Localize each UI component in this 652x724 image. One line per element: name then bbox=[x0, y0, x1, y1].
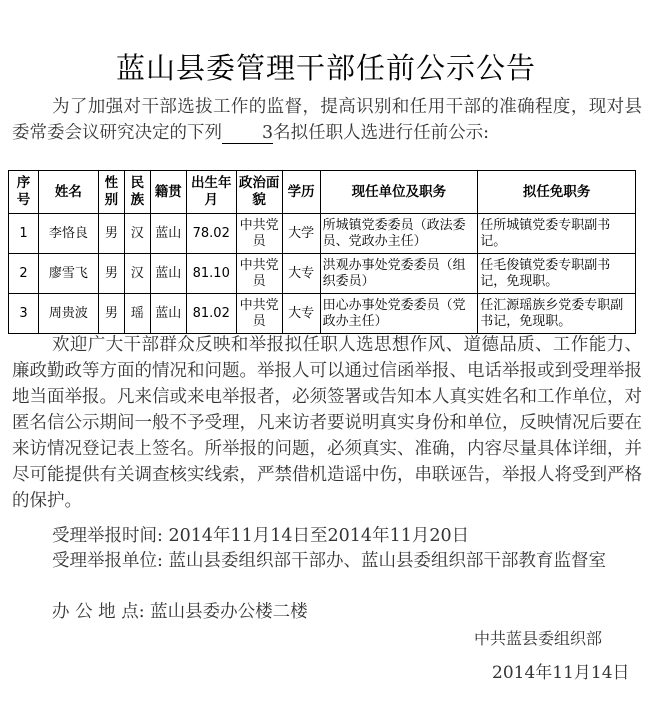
cell-name: 周贵波 bbox=[38, 294, 98, 334]
cell-native-place: 蓝山 bbox=[150, 214, 186, 254]
office-address: 办 公 地 点: 蓝山县委办公楼二楼 bbox=[52, 602, 308, 622]
header-name: 姓名 bbox=[38, 171, 98, 214]
header-index: 序号 bbox=[9, 171, 39, 214]
report-unit: 受理举报单位: 蓝山县委组织部干部办、蓝山县委组织部干部教育监督室 bbox=[52, 551, 606, 571]
cell-birth-date: 81.02 bbox=[186, 294, 236, 334]
header-education: 学历 bbox=[282, 171, 320, 214]
issue-date: 2014年11月14日 bbox=[492, 663, 630, 683]
cell-political-status: 中共党员 bbox=[236, 254, 282, 294]
table-row bbox=[9, 214, 636, 254]
issuer: 中共蓝县委组织部 bbox=[474, 629, 603, 648]
header-gender: 性别 bbox=[98, 171, 124, 214]
intro-paragraph bbox=[12, 94, 642, 146]
cell-current-position: 所城镇党委委员（政法委员、党政办主任） bbox=[320, 214, 478, 254]
cell-native-place: 蓝山 bbox=[150, 254, 186, 294]
cell-gender: 男 bbox=[98, 254, 124, 294]
cell-proposed-position: 任所城镇党委专职副书记。 bbox=[478, 214, 636, 254]
intro-text-after: 名拟任职人选进行任前公示: bbox=[273, 123, 490, 143]
cell-gender: 男 bbox=[98, 294, 124, 334]
table-row bbox=[9, 254, 636, 294]
cell-name: 廖雪飞 bbox=[38, 254, 98, 294]
cell-ethnicity: 瑶 bbox=[124, 294, 150, 334]
header-current-position: 现任单位及职务 bbox=[320, 171, 478, 214]
cell-education: 大学 bbox=[282, 214, 320, 254]
cell-ethnicity: 汉 bbox=[124, 254, 150, 294]
cell-education: 大专 bbox=[282, 254, 320, 294]
cell-ethnicity: 汉 bbox=[124, 214, 150, 254]
cell-proposed-position: 任毛俊镇党委专职副书记，免现职。 bbox=[478, 254, 636, 294]
cell-political-status: 中共党员 bbox=[236, 214, 282, 254]
cell-education: 大专 bbox=[282, 294, 320, 334]
cell-political-status: 中共党员 bbox=[236, 294, 282, 334]
header-birth-date: 出生年月 bbox=[186, 171, 236, 214]
header-proposed-position: 拟任免职务 bbox=[478, 171, 636, 214]
cell-index: 2 bbox=[9, 254, 39, 294]
cell-proposed-position: 任汇源瑶族乡党委专职副书记，免现职。 bbox=[478, 294, 636, 334]
cell-native-place: 蓝山 bbox=[150, 294, 186, 334]
table-header-row bbox=[9, 171, 636, 214]
cell-name: 李恪良 bbox=[38, 214, 98, 254]
page-title: 蓝山县委管理干部任前公示公告 bbox=[115, 51, 536, 85]
cell-current-position: 洪观办事处党委委员（组织委员） bbox=[320, 254, 478, 294]
cell-birth-date: 81.10 bbox=[186, 254, 236, 294]
intro-text-before: 为了加强对干部选拔工作的监督，提高识别和任用干部的准确程度，现对县委常委会议研究决定的下列 bbox=[12, 97, 642, 143]
cell-index: 1 bbox=[9, 214, 39, 254]
candidate-count: 3 bbox=[222, 123, 273, 144]
table-row bbox=[9, 294, 636, 334]
cell-current-position: 田心办事处党委委员（党政办主任） bbox=[320, 294, 478, 334]
cell-gender: 男 bbox=[98, 214, 124, 254]
header-ethnicity: 民族 bbox=[124, 171, 150, 214]
candidates-table bbox=[8, 170, 636, 334]
reporting-paragraph: 欢迎广大干部群众反映和举报拟任职人选思想作风、道德品质、工作能力、廉政勤政等方面的情况和问题。举报人可以通过信函举报、电话举报或到受理举报地当面举报。凡来信或来电举报者，必须签署或告知本人真实姓名和工作单位，对匿名信公示期间一般不予受理，凡来访者要说明真实身份和单位，反映情况后要在来访情况登记表上签名。所举报的问题，必须真实、准确，内容尽量具体详细，并尽可能提供有关调查核实线索，严禁借机造谣中伤，串联诬告，举报人将受到严格的保护。 bbox=[12, 335, 642, 511]
report-time: 受理举报时间: 2014年11月14日至2014年11月20日 bbox=[52, 526, 470, 546]
cell-index: 3 bbox=[9, 294, 39, 334]
header-native-place: 籍贯 bbox=[150, 171, 186, 214]
cell-birth-date: 78.02 bbox=[186, 214, 236, 254]
header-political-status: 政治面貌 bbox=[236, 171, 282, 214]
